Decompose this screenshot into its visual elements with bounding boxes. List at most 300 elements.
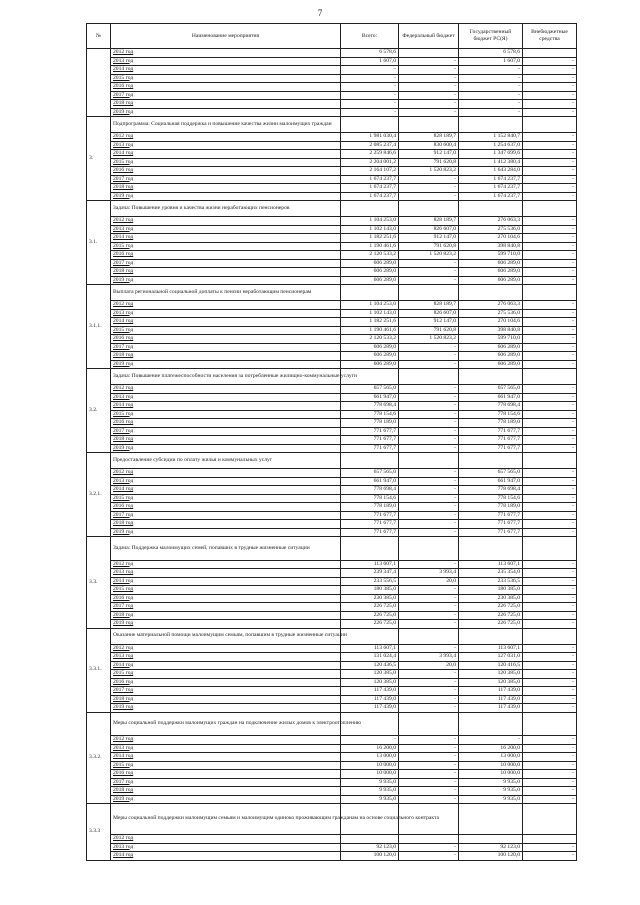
extrabudget-value: - (523, 410, 577, 419)
regional-value: 661 947,0 (459, 393, 523, 402)
section-code: 3.1. (87, 201, 111, 285)
federal-value: 20,0 (399, 661, 459, 670)
federal-value: - (399, 268, 459, 277)
section-code: 3.2.1. (87, 453, 111, 537)
empty-cell (523, 712, 577, 736)
regional-value: - (459, 83, 523, 92)
empty-cell (341, 453, 399, 469)
regional-value: - (459, 108, 523, 117)
year-label: 2018 год (111, 436, 341, 445)
extrabudget-value: - (523, 83, 577, 92)
year-row (87, 469, 577, 478)
federal-value: 1 520 823,2 (399, 335, 459, 344)
year-label: 2015 год (111, 670, 341, 679)
year-row (87, 385, 577, 394)
federal-value: - (399, 402, 459, 411)
federal-value: 828 189,7 (399, 133, 459, 142)
total-value: 771 677,7 (341, 511, 399, 520)
extrabudget-value: - (523, 100, 577, 109)
year-label: 2019 год (111, 444, 341, 453)
regional-value: - (459, 74, 523, 83)
regional-value: 657 565,0 (459, 469, 523, 478)
regional-value: 771 677,7 (459, 436, 523, 445)
federal-value: - (399, 108, 459, 117)
total-value: 1 674 237,7 (341, 184, 399, 193)
year-label: 2018 год (111, 184, 341, 193)
total-value: 771 677,7 (341, 444, 399, 453)
year-row (87, 66, 577, 75)
regional-value: 778 698,4 (459, 486, 523, 495)
regional-value: 606 289,0 (459, 268, 523, 277)
total-value: - (341, 66, 399, 75)
extrabudget-value: - (523, 586, 577, 595)
budget-table (86, 23, 577, 861)
extrabudget-value: - (523, 309, 577, 318)
year-label: 2016 год (111, 251, 341, 260)
empty-cell (341, 201, 399, 217)
section-code: 3.2. (87, 369, 111, 453)
empty-cell (341, 117, 399, 133)
year-row (87, 835, 577, 844)
extrabudget-value: - (523, 577, 577, 586)
extrabudget-value: - (523, 469, 577, 478)
year-row (87, 843, 577, 852)
regional-value: 778 189,0 (459, 503, 523, 512)
total-value: 1 182 251,6 (341, 318, 399, 327)
federal-value: 791 620,8 (399, 326, 459, 335)
year-row (87, 503, 577, 512)
empty-cell (341, 285, 399, 301)
year-row (87, 661, 577, 670)
empty-cell (523, 804, 577, 835)
year-label: 2019 год (111, 795, 341, 804)
federal-value: - (399, 259, 459, 268)
total-value: 226 725,0 (341, 611, 399, 620)
total-value: 657 565,0 (341, 469, 399, 478)
year-row (87, 57, 577, 66)
federal-value: - (399, 670, 459, 679)
regional-value: - (459, 91, 523, 100)
federal-value: - (399, 520, 459, 529)
regional-value: 235 354,0 (459, 569, 523, 578)
extrabudget-value: - (523, 770, 577, 779)
federal-value: - (399, 74, 459, 83)
total-value: 117 439,0 (341, 687, 399, 696)
section-name: Подпрограмма: Социальная поддержка и повышение качества жизни малоимущих граждан (111, 117, 341, 133)
regional-value: 771 677,7 (459, 520, 523, 529)
year-label: 2018 год (111, 520, 341, 529)
regional-value: 778 154,6 (459, 494, 523, 503)
federal-value: - (399, 469, 459, 478)
federal-value: - (399, 603, 459, 612)
total-value: 778 189,0 (341, 503, 399, 512)
federal-value: 1 520 823,2 (399, 251, 459, 260)
section-name: Предоставление субсидии по оплату жилья и коммунальных услуг (111, 453, 341, 469)
regional-value: 1 674 237,7 (459, 192, 523, 201)
empty-cell (459, 628, 523, 644)
section-row (87, 453, 577, 469)
total-value: 6 578,6 (341, 49, 399, 58)
federal-value: - (399, 175, 459, 184)
extrabudget-value: - (523, 486, 577, 495)
regional-value: 92 123,0 (459, 843, 523, 852)
extrabudget-value: - (523, 158, 577, 167)
regional-value: 1 607,0 (459, 57, 523, 66)
empty-cell (399, 285, 459, 301)
section-row (87, 117, 577, 133)
year-label: 2016 год (111, 678, 341, 687)
regional-value: 1 674 237,7 (459, 184, 523, 193)
year-row (87, 778, 577, 787)
year-row (87, 91, 577, 100)
regional-value: 771 677,7 (459, 444, 523, 453)
year-row (87, 603, 577, 612)
total-value: 113 607,1 (341, 560, 399, 569)
year-label: 2016 год (111, 167, 341, 176)
year-label: 2013 год (111, 653, 341, 662)
regional-value: 270 104,6 (459, 234, 523, 243)
federal-value: - (399, 477, 459, 486)
regional-value: 113 607,1 (459, 560, 523, 569)
total-value: 120 436,5 (341, 661, 399, 670)
year-label: 2017 год (111, 175, 341, 184)
empty-cell (399, 369, 459, 385)
total-value: 1 674 237,7 (341, 175, 399, 184)
year-row (87, 175, 577, 184)
extrabudget-value: - (523, 268, 577, 277)
regional-value: 1 254 637,0 (459, 141, 523, 150)
extrabudget-value: - (523, 385, 577, 394)
year-label: 2014 год (111, 318, 341, 327)
regional-value: 6 578,6 (459, 49, 523, 58)
total-value: 226 725,0 (341, 620, 399, 629)
regional-value: 778 189,0 (459, 419, 523, 428)
year-label: 2018 год (111, 100, 341, 109)
total-value: 120 385,0 (341, 678, 399, 687)
regional-value: 771 677,7 (459, 511, 523, 520)
regional-value: 275 536,0 (459, 225, 523, 234)
total-value: 1 102 143,0 (341, 309, 399, 318)
section-code: 3.3.3 (87, 804, 111, 861)
extrabudget-value (523, 835, 577, 844)
year-row (87, 133, 577, 142)
federal-value: - (399, 83, 459, 92)
total-value: 771 677,7 (341, 427, 399, 436)
regional-value: 13 000,0 (459, 753, 523, 762)
extrabudget-value: - (523, 661, 577, 670)
extrabudget-value: - (523, 594, 577, 603)
section-code: 3. (87, 117, 111, 201)
total-value: 778 698,4 (341, 402, 399, 411)
year-row (87, 678, 577, 687)
regional-value: 778 698,4 (459, 402, 523, 411)
header-total: Всего: (341, 24, 399, 49)
regional-value: 120 385,0 (459, 670, 523, 679)
regional-value: 120 385,0 (459, 678, 523, 687)
code-cell (87, 49, 111, 117)
section-code: 3.3. (87, 537, 111, 629)
regional-value: 180 385,0 (459, 586, 523, 595)
extrabudget-value: - (523, 678, 577, 687)
year-label: 2013 год (111, 569, 341, 578)
total-value: - (341, 74, 399, 83)
year-row (87, 352, 577, 361)
year-label: 2013 год (111, 309, 341, 318)
federal-value: - (399, 736, 459, 745)
empty-cell (341, 537, 399, 561)
federal-value: - (399, 276, 459, 285)
year-label: 2017 год (111, 259, 341, 268)
year-label: 2015 год (111, 74, 341, 83)
empty-cell (523, 453, 577, 469)
extrabudget-value: - (523, 150, 577, 159)
header-regional: Государственный бюджет РС(Я) (459, 24, 523, 49)
header-extrabudget: Внебюджетные средства (523, 24, 577, 49)
year-label: 2014 год (111, 753, 341, 762)
section-code: 3.1.1. (87, 285, 111, 369)
year-row (87, 427, 577, 436)
empty-cell (459, 804, 523, 835)
federal-value: - (399, 620, 459, 629)
year-row (87, 511, 577, 520)
extrabudget-value: - (523, 511, 577, 520)
extrabudget-value: - (523, 108, 577, 117)
total-value: - (341, 91, 399, 100)
section-name: Меры социальной поддержки малоимущих граждан на подключение жилых домов к электроотоплению (111, 712, 341, 736)
federal-value: 1 520 823,2 (399, 167, 459, 176)
year-row (87, 225, 577, 234)
federal-value: 912 147,0 (399, 234, 459, 243)
section-row (87, 285, 577, 301)
regional-value: 606 289,0 (459, 352, 523, 361)
federal-value: - (399, 385, 459, 394)
year-label: 2016 год (111, 419, 341, 428)
year-label: 2017 год (111, 603, 341, 612)
extrabudget-value: - (523, 259, 577, 268)
total-value: 1 190 461,6 (341, 326, 399, 335)
empty-cell (523, 537, 577, 561)
federal-value: 3 993,4 (399, 653, 459, 662)
year-label: 2014 год (111, 402, 341, 411)
year-label: 2017 год (111, 511, 341, 520)
total-value: 2 259 846,6 (341, 150, 399, 159)
federal-value: - (399, 695, 459, 704)
total-value: 131 024,4 (341, 653, 399, 662)
total-value: 117 439,0 (341, 704, 399, 713)
total-value: 9 935,0 (341, 795, 399, 804)
total-value: 233 556,5 (341, 577, 399, 586)
year-label: 2019 год (111, 276, 341, 285)
year-row (87, 670, 577, 679)
regional-value: 117 439,0 (459, 704, 523, 713)
total-value: 1 104 253,0 (341, 217, 399, 226)
total-value: 239 347,4 (341, 569, 399, 578)
federal-value: - (399, 352, 459, 361)
total-value: 606 289,0 (341, 352, 399, 361)
regional-value: 1 412 380,4 (459, 158, 523, 167)
federal-value: - (399, 560, 459, 569)
federal-value: 3 993,4 (399, 569, 459, 578)
federal-value: 912 147,0 (399, 150, 459, 159)
empty-cell (523, 369, 577, 385)
extrabudget-value: - (523, 141, 577, 150)
year-row (87, 486, 577, 495)
section-row (87, 369, 577, 385)
total-value: 778 189,0 (341, 419, 399, 428)
extrabudget-value: - (523, 91, 577, 100)
page-number: 7 (317, 8, 323, 18)
federal-value: - (399, 594, 459, 603)
year-row (87, 251, 577, 260)
extrabudget-value: - (523, 520, 577, 529)
federal-value (399, 835, 459, 844)
extrabudget-value: - (523, 695, 577, 704)
year-row (87, 653, 577, 662)
section-row (87, 712, 577, 736)
regional-value: 657 565,0 (459, 385, 523, 394)
year-row (87, 528, 577, 537)
federal-value: - (399, 419, 459, 428)
year-label: 2014 год (111, 577, 341, 586)
extrabudget-value: - (523, 653, 577, 662)
total-value: 606 289,0 (341, 268, 399, 277)
empty-cell (459, 453, 523, 469)
total-value: 1 182 251,6 (341, 234, 399, 243)
extrabudget-value: - (523, 778, 577, 787)
year-row (87, 477, 577, 486)
empty-cell (459, 201, 523, 217)
year-row (87, 560, 577, 569)
federal-value: - (399, 436, 459, 445)
extrabudget-value: - (523, 787, 577, 796)
year-label: 2017 год (111, 343, 341, 352)
regional-value: 606 289,0 (459, 276, 523, 285)
regional-value (459, 835, 523, 844)
year-label: 2015 год (111, 586, 341, 595)
year-row (87, 343, 577, 352)
year-row (87, 360, 577, 369)
year-label: 2016 год (111, 594, 341, 603)
extrabudget-value: - (523, 503, 577, 512)
total-value: 657 565,0 (341, 385, 399, 394)
empty-cell (399, 201, 459, 217)
year-row (87, 326, 577, 335)
year-row (87, 520, 577, 529)
total-value: 661 947,0 (341, 393, 399, 402)
year-row (87, 736, 577, 745)
year-label: 2014 год (111, 852, 341, 861)
year-row (87, 158, 577, 167)
total-value: 778 154,6 (341, 410, 399, 419)
extrabudget-value: - (523, 301, 577, 310)
year-row (87, 74, 577, 83)
extrabudget-value: - (523, 620, 577, 629)
federal-value: - (399, 678, 459, 687)
extrabudget-value: - (523, 644, 577, 653)
year-label: 2015 год (111, 242, 341, 251)
federal-value: 826 607,0 (399, 309, 459, 318)
year-row (87, 787, 577, 796)
extrabudget-value: - (523, 393, 577, 402)
year-row (87, 687, 577, 696)
section-row (87, 537, 577, 561)
section-name: Задача: Повышение платежеспособности населения за потребленные жилищно-коммунальные услуги (111, 369, 341, 385)
empty-cell (341, 628, 399, 644)
regional-value: 117 439,0 (459, 695, 523, 704)
regional-value: 1 347 699,6 (459, 150, 523, 159)
regional-value: 226 725,0 (459, 620, 523, 629)
federal-value: - (399, 486, 459, 495)
year-row (87, 770, 577, 779)
total-value: 2 120 533,2 (341, 335, 399, 344)
total-value: 230 385,0 (341, 594, 399, 603)
regional-value: 1 152 840,7 (459, 133, 523, 142)
year-label: 2012 год (111, 49, 341, 58)
extrabudget-value: - (523, 66, 577, 75)
federal-value: 828 189,7 (399, 301, 459, 310)
extrabudget-value (523, 49, 577, 58)
regional-value: 778 154,6 (459, 410, 523, 419)
empty-cell (399, 628, 459, 644)
year-label: 2013 год (111, 744, 341, 753)
federal-value: - (399, 184, 459, 193)
regional-value: 16 200,0 (459, 744, 523, 753)
total-value: 606 289,0 (341, 276, 399, 285)
year-row (87, 49, 577, 58)
federal-value: 828 189,7 (399, 217, 459, 226)
total-value: 13 000,0 (341, 753, 399, 762)
year-label: 2016 год (111, 503, 341, 512)
total-value: 9 935,0 (341, 787, 399, 796)
regional-value: 10 000,0 (459, 770, 523, 779)
total-value: 180 385,0 (341, 586, 399, 595)
regional-value: 661 947,0 (459, 477, 523, 486)
total-value: 1 190 461,6 (341, 242, 399, 251)
empty-cell (399, 712, 459, 736)
regional-value: 599 710,0 (459, 335, 523, 344)
federal-value: - (399, 528, 459, 537)
federal-value: - (399, 753, 459, 762)
year-row (87, 83, 577, 92)
regional-value: 270 104,6 (459, 318, 523, 327)
extrabudget-value: - (523, 753, 577, 762)
year-row (87, 167, 577, 176)
extrabudget-value: - (523, 560, 577, 569)
year-label: 2013 год (111, 57, 341, 66)
header-code: № (87, 24, 111, 49)
year-row (87, 410, 577, 419)
year-label: 2014 год (111, 661, 341, 670)
empty-cell (459, 537, 523, 561)
year-label: 2019 год (111, 360, 341, 369)
empty-cell (523, 285, 577, 301)
federal-value: - (399, 586, 459, 595)
extrabudget-value: - (523, 436, 577, 445)
extrabudget-value: - (523, 276, 577, 285)
year-label: 2016 год (111, 83, 341, 92)
total-value: 92 123,0 (341, 843, 399, 852)
year-label: 2012 год (111, 736, 341, 745)
federal-value: - (399, 57, 459, 66)
year-row (87, 704, 577, 713)
extrabudget-value: - (523, 494, 577, 503)
regional-value: 275 536,0 (459, 309, 523, 318)
year-row (87, 402, 577, 411)
extrabudget-value: - (523, 184, 577, 193)
extrabudget-value: - (523, 477, 577, 486)
regional-value: 226 725,0 (459, 603, 523, 612)
year-label: 2013 год (111, 225, 341, 234)
